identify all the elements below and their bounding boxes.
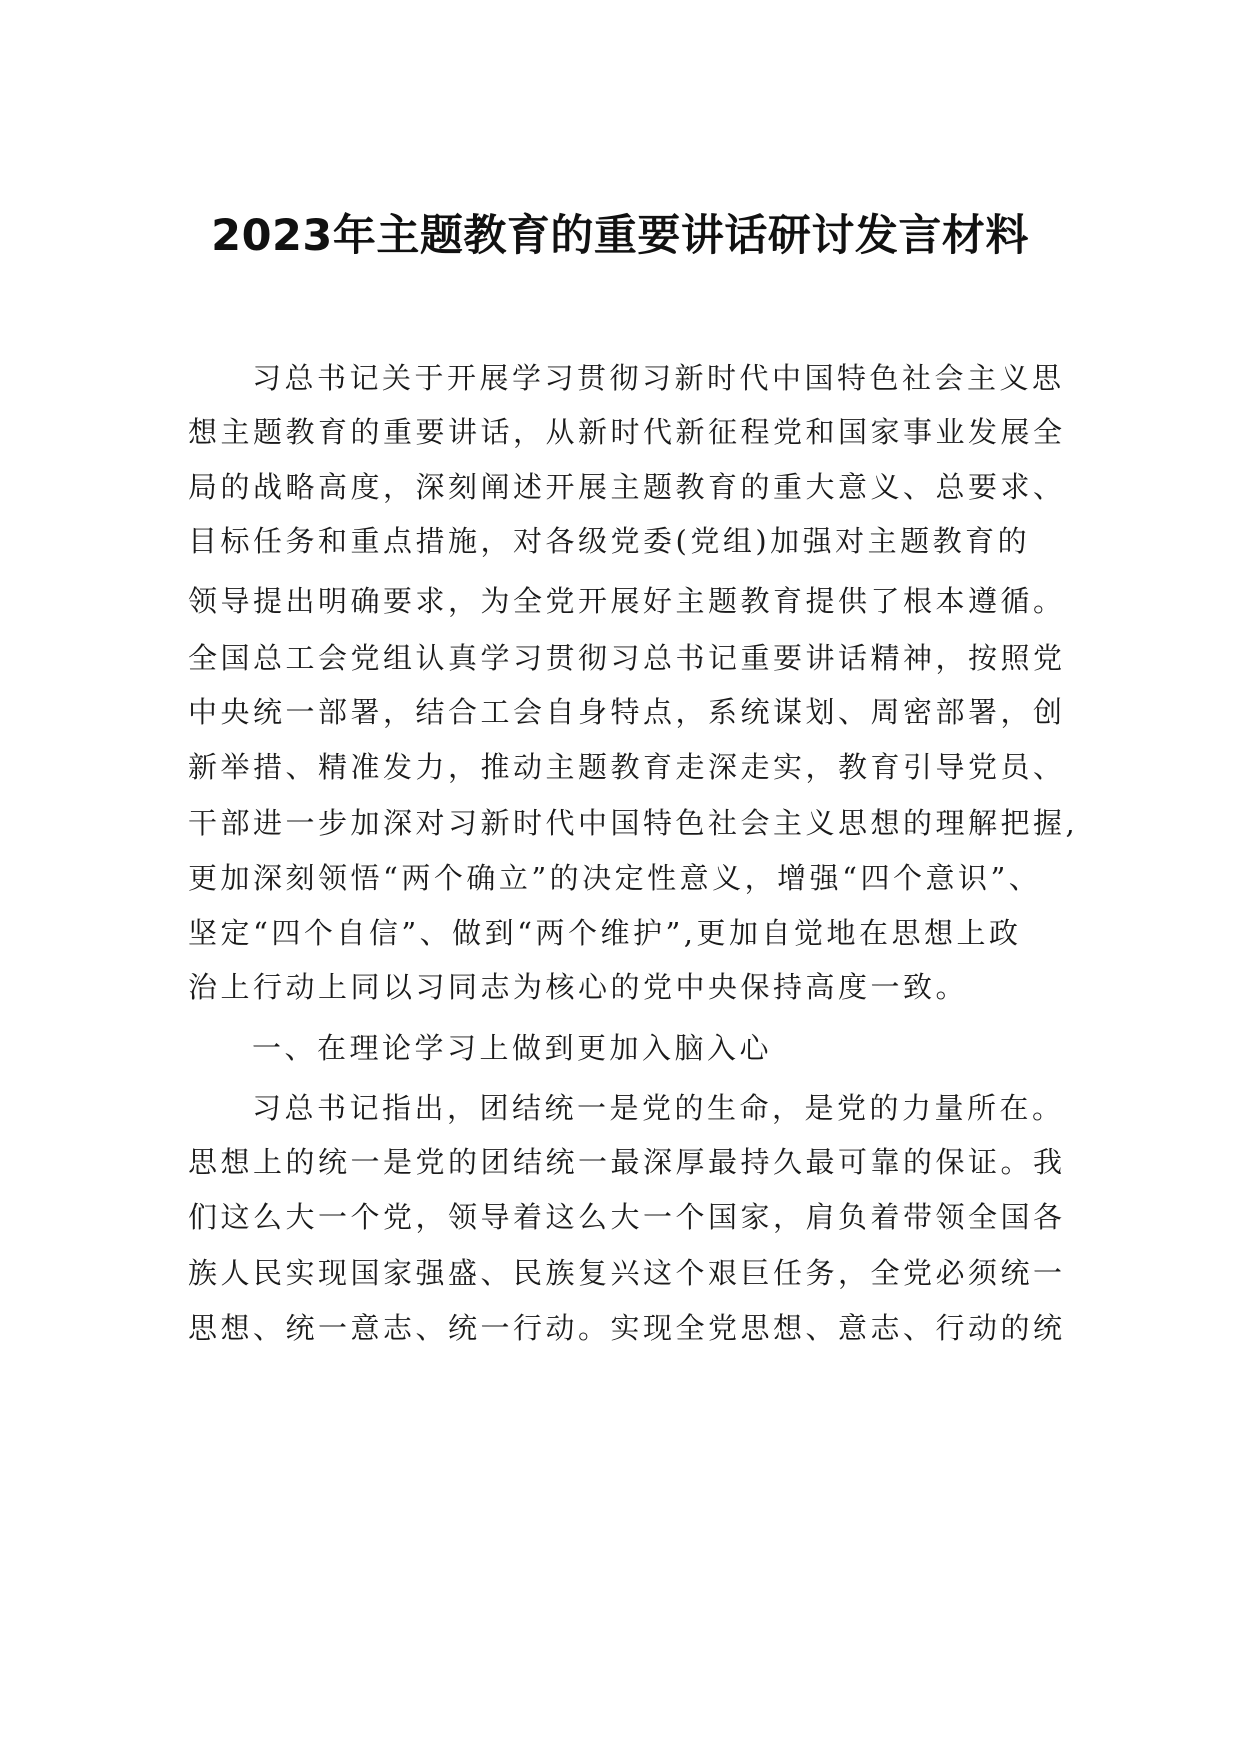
text-line-13: 习总书记指出，团结统一是党的生命，是党的力量所在。	[252, 1091, 1065, 1125]
text-line-16: 族人民实现国家强盛、民族复兴这个艰巨任务，全党必须统一	[188, 1256, 1066, 1290]
text-line-6: 全国总工会党组认真学习贯彻习总书记重要讲话精神，按照党	[188, 641, 1066, 675]
text-line-1: 习总书记关于开展学习贯彻习新时代中国特色社会主义思	[252, 361, 1065, 395]
text-line-15: 们这么大一个党，领导着这么大一个国家，肩负着带领全国各	[188, 1200, 1066, 1234]
document-title: 2023年主题教育的重要讲话研讨发言材料	[211, 211, 1029, 261]
text-line-4: 目标任务和重点措施，对各级党委(党组)加强对主题教育的	[188, 524, 1031, 558]
text-line-11: 坚定“四个自信”、做到“两个维护”,更加自觉地在思想上政	[188, 916, 1022, 950]
text-line-8: 新举措、精准发力，推动主题教育走深走实，教育引导党员、	[188, 750, 1066, 784]
text-line-17: 思想、统一意志、统一行动。实现全党思想、意志、行动的统	[188, 1311, 1066, 1345]
text-line-12: 治上行动上同以习同志为核心的党中央保持高度一致。	[188, 970, 969, 1004]
text-line-9: 干部进一步加深对习新时代中国特色社会主义思想的理解把握,	[188, 806, 1079, 840]
text-line-14: 思想上的统一是党的团结统一最深厚最持久最可靠的保证。我	[188, 1145, 1066, 1179]
text-line-7: 中央统一部署，结合工会自身特点，系统谋划、周密部署，创	[188, 695, 1066, 729]
section-heading: 一、在理论学习上做到更加入脑入心	[252, 1031, 773, 1065]
text-line-5: 领导提出明确要求，为全党开展好主题教育提供了根本遵循。	[188, 584, 1066, 618]
text-line-10: 更加深刻领悟“两个确立”的决定性意义，增强“四个意识”、	[188, 861, 1042, 895]
text-line-3: 局的战略高度，深刻阐述开展主题教育的重大意义、总要求、	[188, 470, 1066, 504]
text-line-2: 想主题教育的重要讲话，从新时代新征程党和国家事业发展全	[188, 415, 1066, 449]
